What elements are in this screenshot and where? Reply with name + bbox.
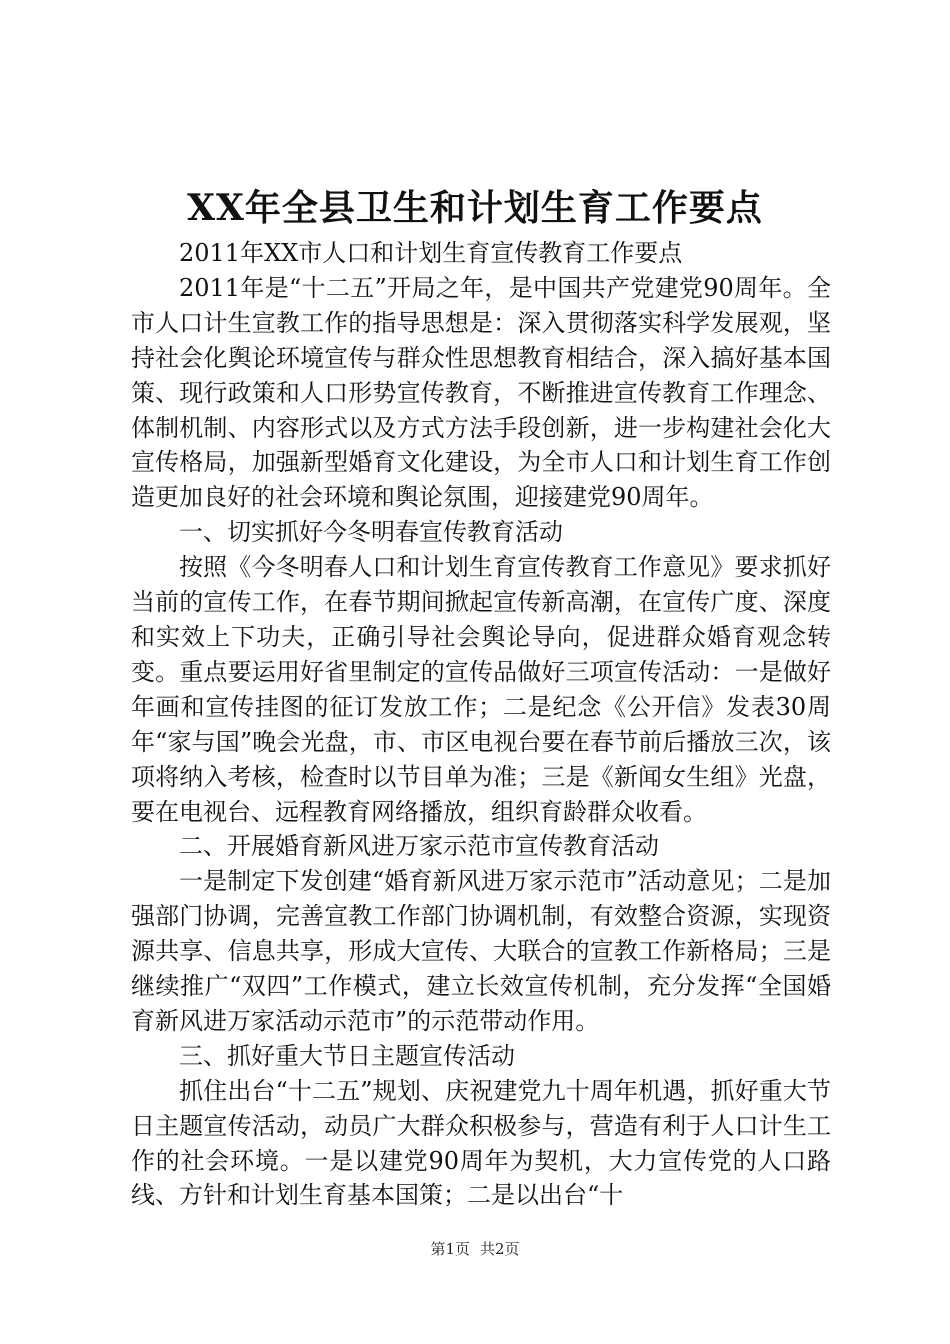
section-heading-1: 一、切实抓好今冬明春宣传教育活动 xyxy=(179,518,563,547)
page-number: 第1页 xyxy=(430,1240,470,1258)
page-total: 共2页 xyxy=(480,1240,520,1258)
section-heading-3: 三、抓好重大节日主题宣传活动 xyxy=(179,1041,515,1070)
intro-paragraph: 2011年是“十二五”开局之年，是中国共产党建党90周年。全市人口计生宣教工作的指导思想是：深入贯彻落实科学发展观，坚持社会化舆论环境宣传与群众性思想教育相结合，深入搞好基本国策、现行政策和人口形势宣传教育，不断推进宣传教育工作理念、体制机制、内容形式以及方式方法手段创新，进一步构建社会化大宣传格局，加强新型婚育文化建设，为全市人口和计划生育工作创造更加良好的社会环境和舆论氛围，迎接建党90周年。 xyxy=(131,273,831,512)
section-1-paragraph: 按照《今冬明春人口和计划生育宣传教育工作意见》要求抓好当前的宣传工作，在春节期间掀起宣传新高潮，在宣传广度、深度和实效上下功夫，正确引导社会舆论导向，促进群众婚育观念转变。重点要运用好省里制定的宣传品做好三项宣传活动：一是做好年画和宣传挂图的征订发放工作；二是纪念《公开信》发表30周年“家与国”晚会光盘，市、市区电视台要在春节前后播放三次，该项将纳入考核，检查时以节目单为准；三是《新闻女生组》光盘，要在电视台、远程教育网络播放，组织育龄群众收看。 xyxy=(131,553,831,826)
section-2-paragraph: 一是制定下发创建“婚育新风进万家示范市”活动意见；二是加强部门协调，完善宣教工作部门协调机制，有效整合资源，实现资源共享、信息共享，形成大宣传、大联合的宣教工作新格局；三是继续推广“双四”工作模式，建立长效宣传机制，充分发挥“全国婚育新风进万家活动示范市”的示范带动作用。 xyxy=(131,867,831,1035)
document-body xyxy=(131,236,831,1213)
subtitle-paragraph: 2011年XX市人口和计划生育宣传教育工作要点 xyxy=(179,239,683,267)
section-heading-2: 二、开展婚育新风进万家示范市宣传教育活动 xyxy=(179,832,659,861)
document-title: XX年全县卫生和计划生育工作要点 xyxy=(187,187,763,229)
section-3-paragraph: 抓住出台“十二五”规划、庆祝建党九十周年机遇，抓好重大节日主题宣传活动，动员广大群众积极参与，营造有利于人口计生工作的社会环境。一是以建党90周年为契机，大力宣传党的人口路线、方针和计划生育基本国策；二是以出台“十 xyxy=(131,1076,831,1210)
page-footer xyxy=(0,1238,950,1260)
